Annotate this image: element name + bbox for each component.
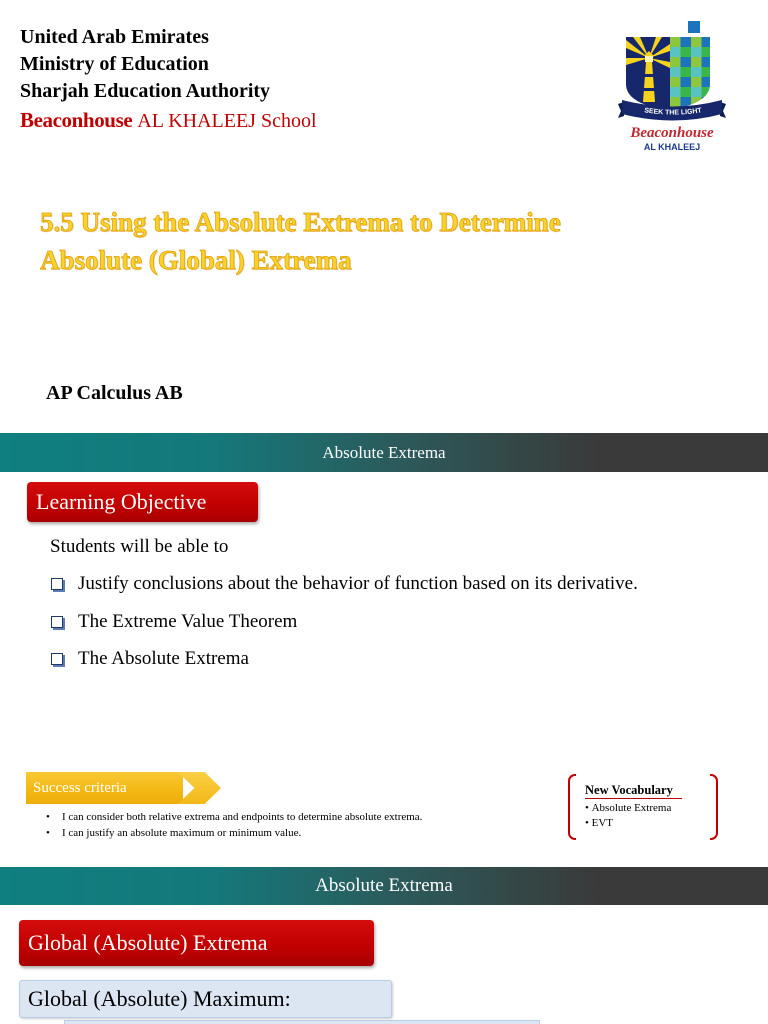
objective-text: Justify conclusions about the behavior of function based on its derivative. [78, 573, 638, 594]
success-criteria-banner: Success criteria [26, 772, 183, 804]
slide-header-bar: Absolute Extrema [0, 433, 768, 472]
objective-text: The Extreme Value Theorem [78, 610, 298, 632]
objective-item [50, 610, 638, 634]
checkbox-bullet-icon [51, 653, 63, 665]
logo-shield [626, 37, 710, 112]
header-line-ministry: Ministry of Education [20, 53, 209, 75]
checkbox-bullet-icon [51, 578, 63, 590]
school-name [20, 107, 317, 135]
lesson-title-line-1: 5.5 Using the Absolute Extrema to Determine [40, 207, 561, 237]
lesson-title [40, 203, 561, 279]
objectives-list [50, 572, 638, 685]
chevron-arrow-icon [178, 772, 221, 804]
criteria-item: • I can justify an absolute maximum or minimum value. [46, 825, 422, 841]
definition-heading: Global (Absolute) Maximum: [19, 980, 392, 1018]
checkbox-bullet-icon [51, 616, 63, 628]
header-line-country: United Arab Emirates [20, 26, 209, 48]
objectives-intro: Students will be able to [50, 536, 229, 557]
logo-top-square [688, 21, 700, 33]
school-name-rest: AL KHALEEJ School [137, 110, 317, 132]
vocabulary-title: New Vocabulary [585, 783, 682, 799]
course-name: AP Calculus AB [46, 382, 183, 404]
logo-checker [670, 37, 710, 112]
vocabulary-item: • EVT [585, 816, 671, 831]
vocabulary-box [568, 774, 718, 840]
next-content-box [64, 1020, 540, 1024]
success-criteria-list [46, 809, 422, 841]
left-bracket [568, 774, 576, 840]
objective-item [50, 647, 638, 671]
criteria-item: • I can consider both relative extrema and endpoints to determine absolute extrema. [46, 809, 422, 825]
learning-objective-label: Learning Objective [27, 482, 258, 522]
vocabulary-item: • Absolute Extrema [585, 801, 671, 816]
logo-motto: SEEK THE LIGHT [643, 107, 703, 117]
logo-brand-text: Beaconhouse [630, 125, 714, 141]
vocabulary-list [585, 801, 671, 831]
right-bracket [710, 774, 718, 840]
header-line-authority: Sharjah Education Authority [20, 80, 271, 102]
logo-sub-text: AL KHALEEJ [643, 142, 701, 152]
authority-header [20, 24, 317, 135]
objective-item [50, 572, 638, 596]
lesson-title-line-2: Absolute (Global) Extrema [40, 245, 352, 275]
slide-header-bar: Absolute Extrema [0, 867, 768, 905]
school-logo [616, 18, 728, 154]
objective-text: The Absolute Extrema [78, 648, 249, 669]
school-brand: Beaconhouse [20, 108, 133, 132]
section-label: Global (Absolute) Extrema [19, 920, 374, 966]
